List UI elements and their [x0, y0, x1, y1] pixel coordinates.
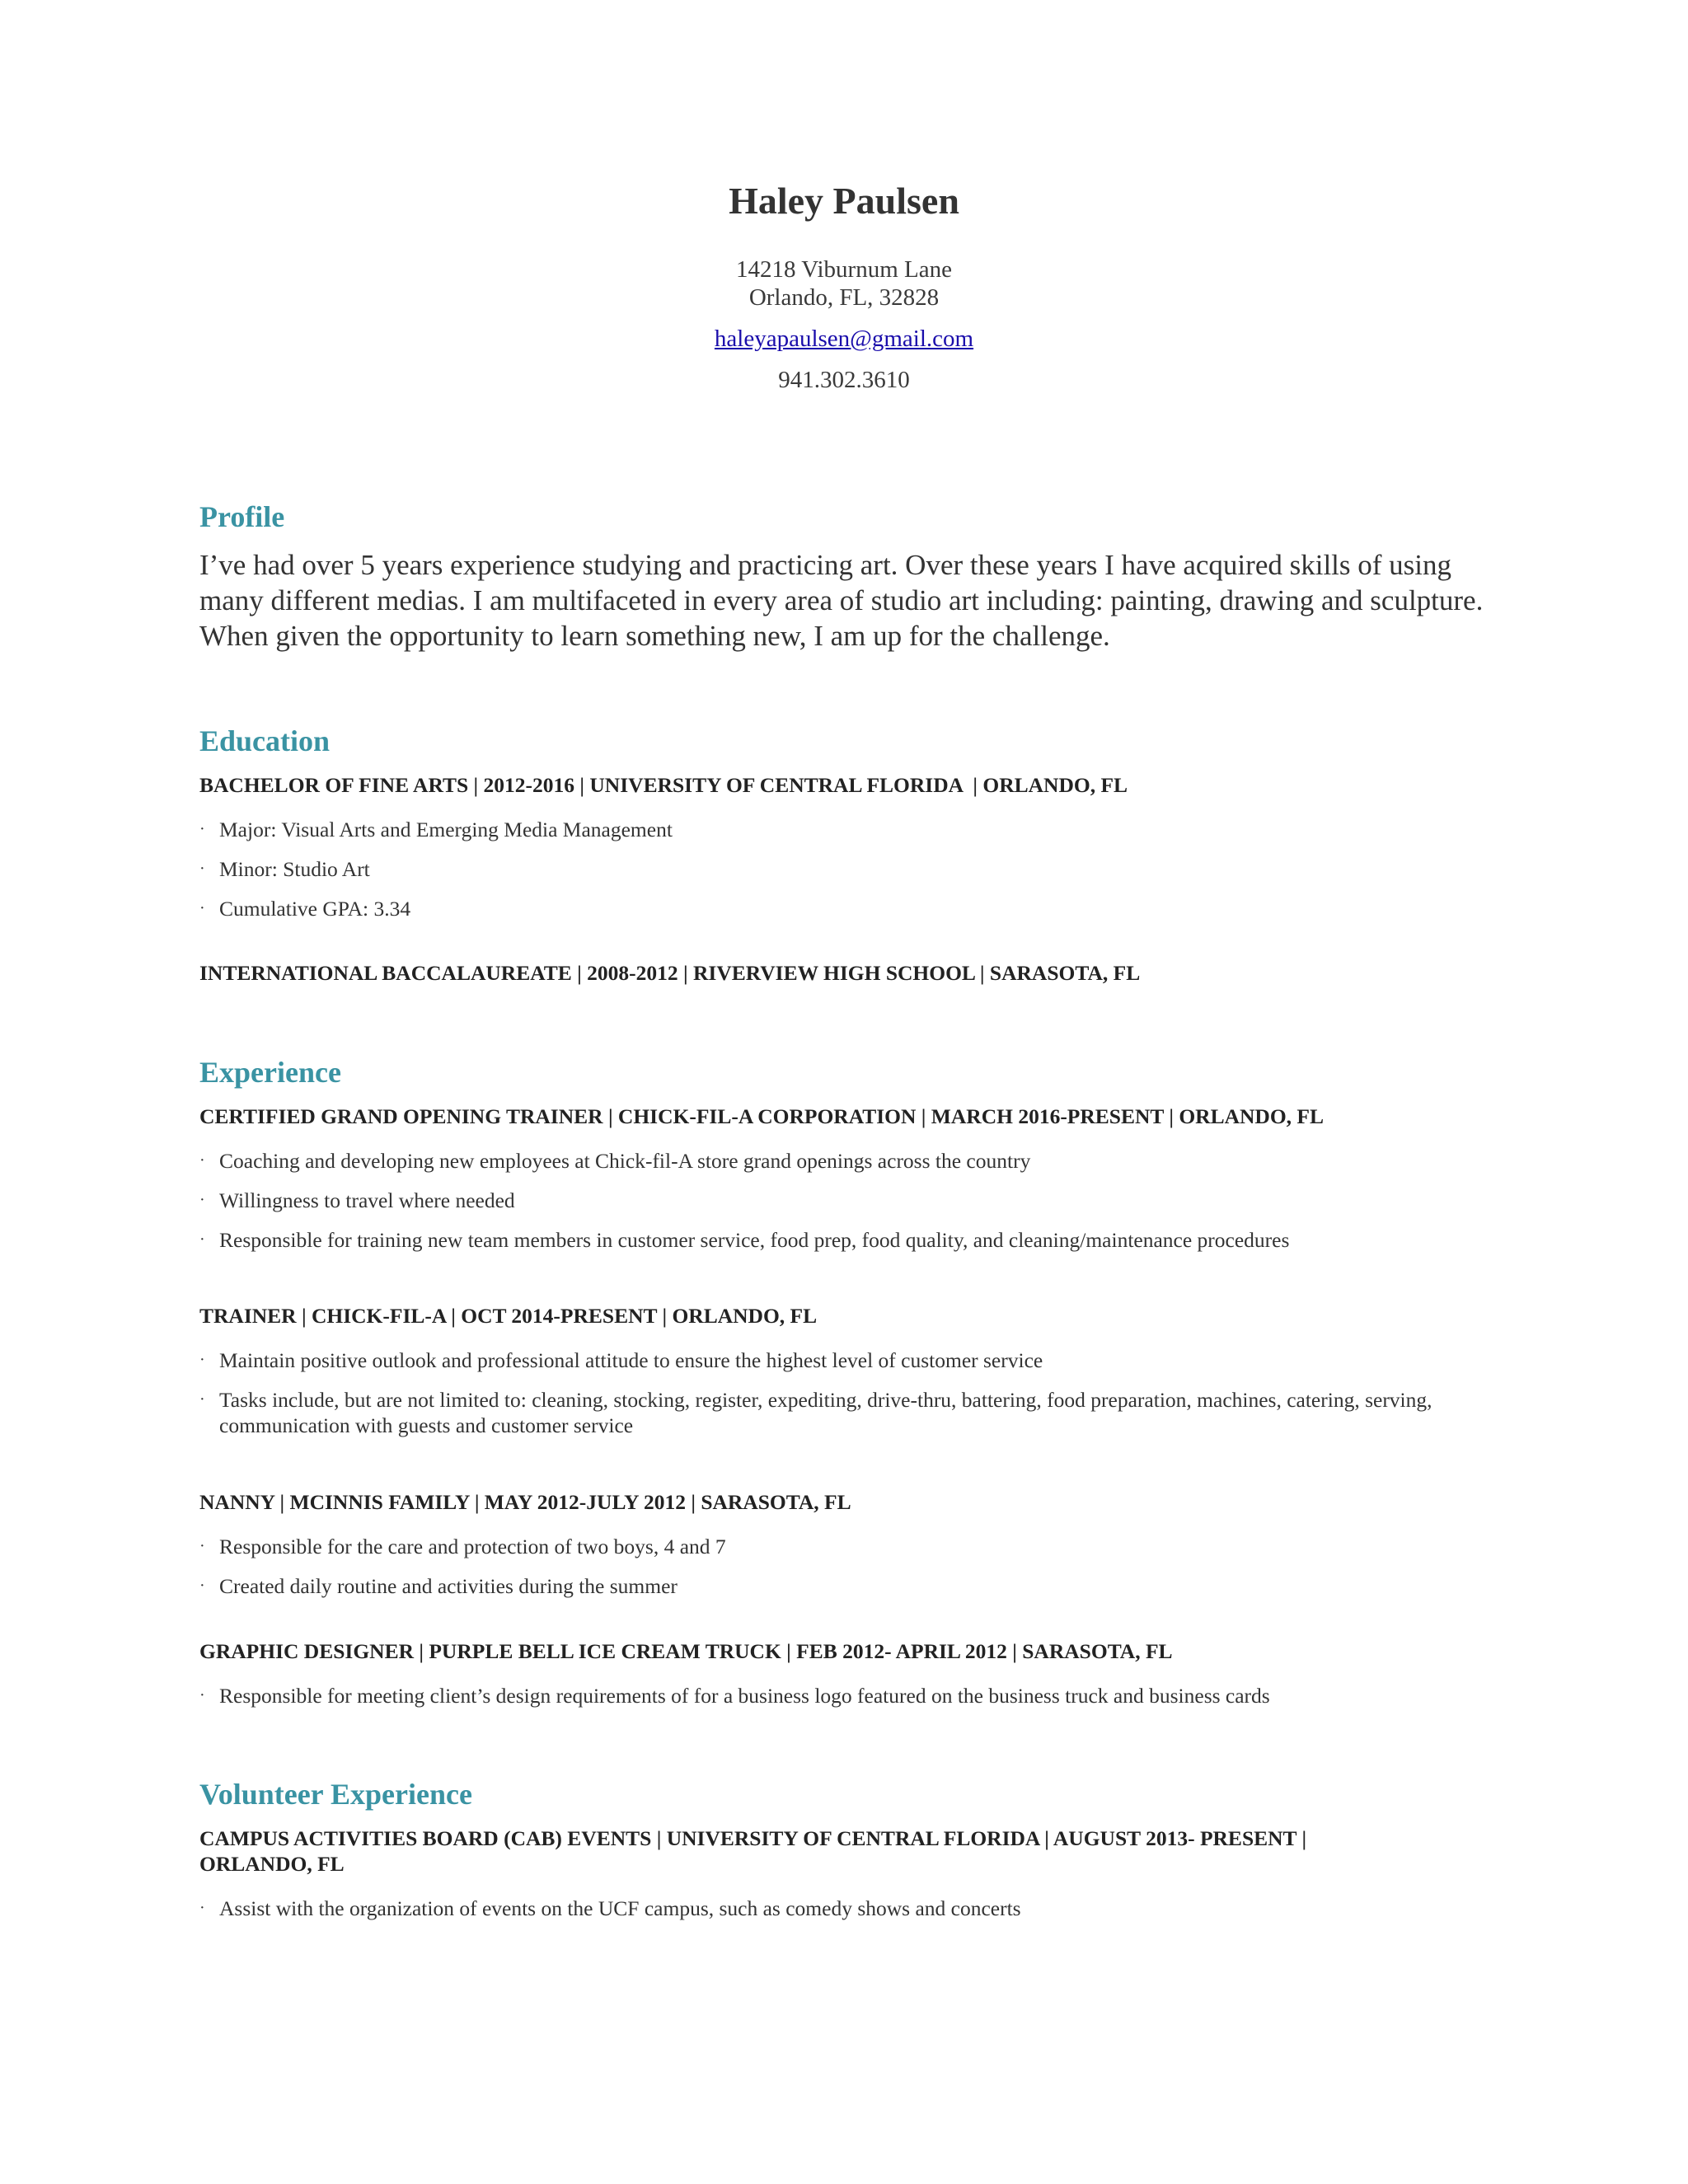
experience-entry-heading: TRAINER | CHICK-FIL-A | OCT 2014-PRESENT | ORLANDO, FL — [199, 1304, 818, 1328]
experience-entry-bullets — [199, 1347, 1485, 1452]
resume-header — [0, 176, 1688, 394]
bullet-dot-icon: · — [199, 1351, 205, 1369]
bullet-dot-icon: · — [199, 1686, 205, 1704]
email-link[interactable]: haleyapaulsen@gmail.com — [714, 326, 974, 352]
bullet-dot-icon: · — [199, 1899, 205, 1917]
address-line-1: 14218 Viburnum Lane — [736, 256, 952, 283]
bullet-dot-icon: · — [199, 1151, 205, 1169]
bullet-dot-icon: · — [199, 820, 205, 838]
experience-entry-bullets — [199, 1683, 1485, 1722]
list-item: · Assist with the organization of events on the UCF campus, such as comedy shows and concerts — [199, 1896, 1021, 1920]
address-line-2: Orlando, FL, 32828 — [748, 284, 940, 311]
list-item: · Responsible for meeting client’s design requirements of for a business logo featured on the business truck and business cards — [199, 1684, 1270, 1708]
education-entry-heading: BACHELOR OF FINE ARTS | 2012-2016 | UNIVERSITY OF CENTRAL FLORIDA | ORLANDO, FL — [199, 773, 1128, 797]
experience-heading: Experience — [199, 1056, 341, 1089]
education-entry-heading: INTERNATIONAL BACCALAUREATE | 2008-2012 | RIVERVIEW HIGH SCHOOL | SARASOTA, FL — [199, 961, 1141, 985]
candidate-name: Haley Paulsen — [729, 180, 959, 222]
phone-number: 941.302.3610 — [778, 367, 910, 393]
bullet-dot-icon: · — [199, 1230, 205, 1249]
bullet-dot-icon: · — [199, 1191, 205, 1209]
list-item: · Responsible for the care and protection of two boys, 4 and 7 — [199, 1535, 726, 1558]
volunteer-entry-heading: CAMPUS ACTIVITIES BOARD (CAB) EVENTS | UNIVERSITY OF CENTRAL FLORIDA | AUGUST 2013- PRESENT | ORLANDO, FL — [199, 1826, 1312, 1876]
experience-entry-heading: CERTIFIED GRAND OPENING TRAINER | CHICK-FIL-A CORPORATION | MARCH 2016-PRESENT | ORLANDO, FL — [199, 1104, 1325, 1128]
list-item: · Major: Visual Arts and Emerging Media Management — [199, 818, 673, 841]
experience-entry-heading: GRAPHIC DESIGNER | PURPLE BELL ICE CREAM TRUCK | FEB 2012- APRIL 2012 | SARASOTA, FL — [199, 1639, 1173, 1663]
list-item: · Responsible for training new team members in customer service, food prep, food quality, and cleaning/maintenance procedures — [199, 1228, 1290, 1252]
bullet-dot-icon: · — [199, 1390, 205, 1408]
list-item: · Tasks include, but are not limited to: cleaning, stocking, register, expediting, drive-thru, battering, food preparation, machines, catering, serving, communication with guests and customer service — [199, 1388, 1432, 1437]
list-item: · Maintain positive outlook and professional attitude to ensure the highest level of customer service — [199, 1348, 1043, 1372]
education-heading: Education — [199, 724, 331, 757]
profile-text: I’ve had over 5 years experience studying and practicing art. Over these years I have acquired skills of using many different medias. I am multifaceted in every area of studio art including: painting, drawing and sculpture. When given the opportunity to learn something new, I am up for the challenge. — [199, 549, 1484, 652]
education-entry-bullets — [199, 817, 1485, 935]
experience-entry-bullets — [199, 1534, 1485, 1613]
bullet-dot-icon: · — [199, 1537, 205, 1555]
list-item: · Minor: Studio Art — [199, 857, 370, 881]
volunteer-entry-bullets — [199, 1896, 1485, 1935]
bullet-dot-icon: · — [199, 899, 205, 917]
volunteer-heading: Volunteer Experience — [199, 1778, 472, 1811]
profile-heading: Profile — [199, 500, 285, 533]
list-item: · Willingness to travel where needed — [199, 1188, 515, 1212]
experience-entry-heading: NANNY | MCINNIS FAMILY | MAY 2012-JULY 2012 | SARASOTA, FL — [199, 1490, 851, 1514]
list-item: · Coaching and developing new employees at Chick-fil-A store grand openings across the country — [199, 1149, 1031, 1173]
experience-entry-bullets — [199, 1148, 1485, 1267]
list-item: · Cumulative GPA: 3.34 — [199, 897, 411, 921]
bullet-dot-icon: · — [199, 860, 205, 878]
bullet-dot-icon: · — [199, 1577, 205, 1595]
list-item: · Created daily routine and activities during the summer — [199, 1574, 678, 1598]
